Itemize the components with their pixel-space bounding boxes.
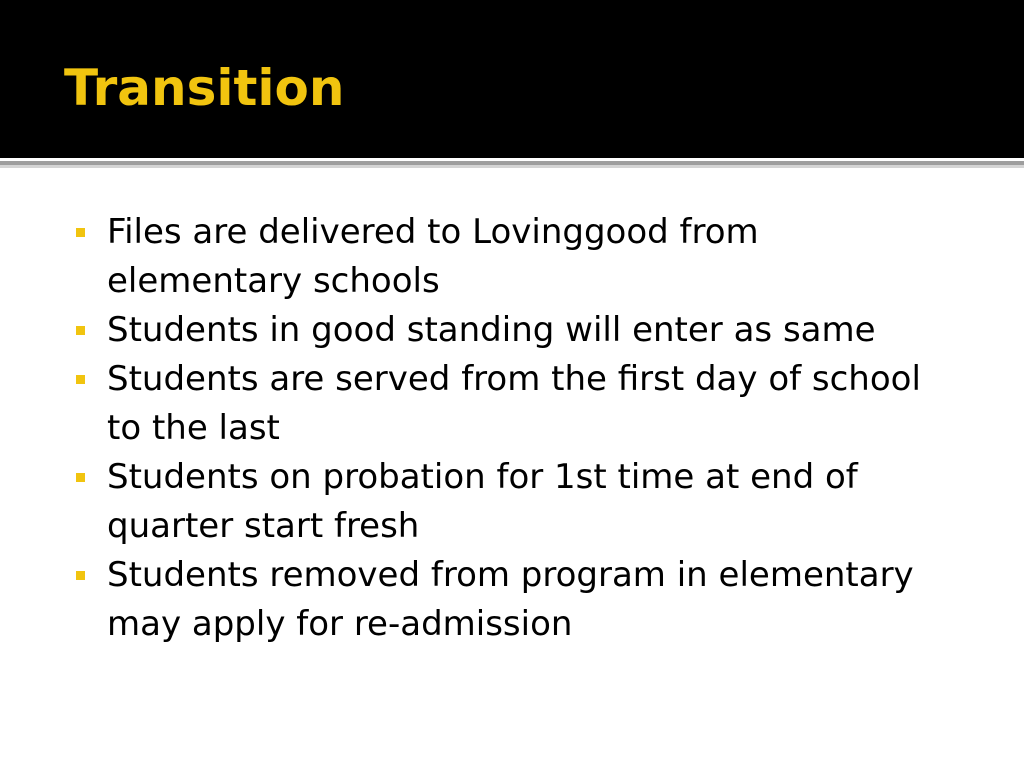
bullet-item (72, 355, 972, 453)
bullet-item (72, 551, 972, 649)
slide-title: Transition (64, 59, 345, 117)
title-bar (0, 0, 1024, 158)
bullet-text: Files are delivered to Lovinggood from elementary schools (107, 212, 759, 301)
square-bullet-icon (76, 326, 85, 335)
bullet-item (72, 453, 972, 551)
square-bullet-icon (76, 571, 85, 580)
bullet-text: Students in good standing will enter as same (107, 310, 876, 350)
square-bullet-icon (76, 473, 85, 482)
square-bullet-icon (76, 375, 85, 384)
bullet-item (72, 306, 972, 355)
square-bullet-icon (76, 228, 85, 237)
bullet-list (72, 208, 972, 649)
bullet-item (72, 208, 972, 306)
bullet-text: Students removed from program in elementary may apply for re-admission (107, 555, 914, 644)
title-divider-shadow (0, 165, 1024, 168)
bullet-text: Students are served from the first day of school to the last (107, 359, 921, 448)
bullet-text: Students on probation for 1st time at end of quarter start fresh (107, 457, 858, 546)
